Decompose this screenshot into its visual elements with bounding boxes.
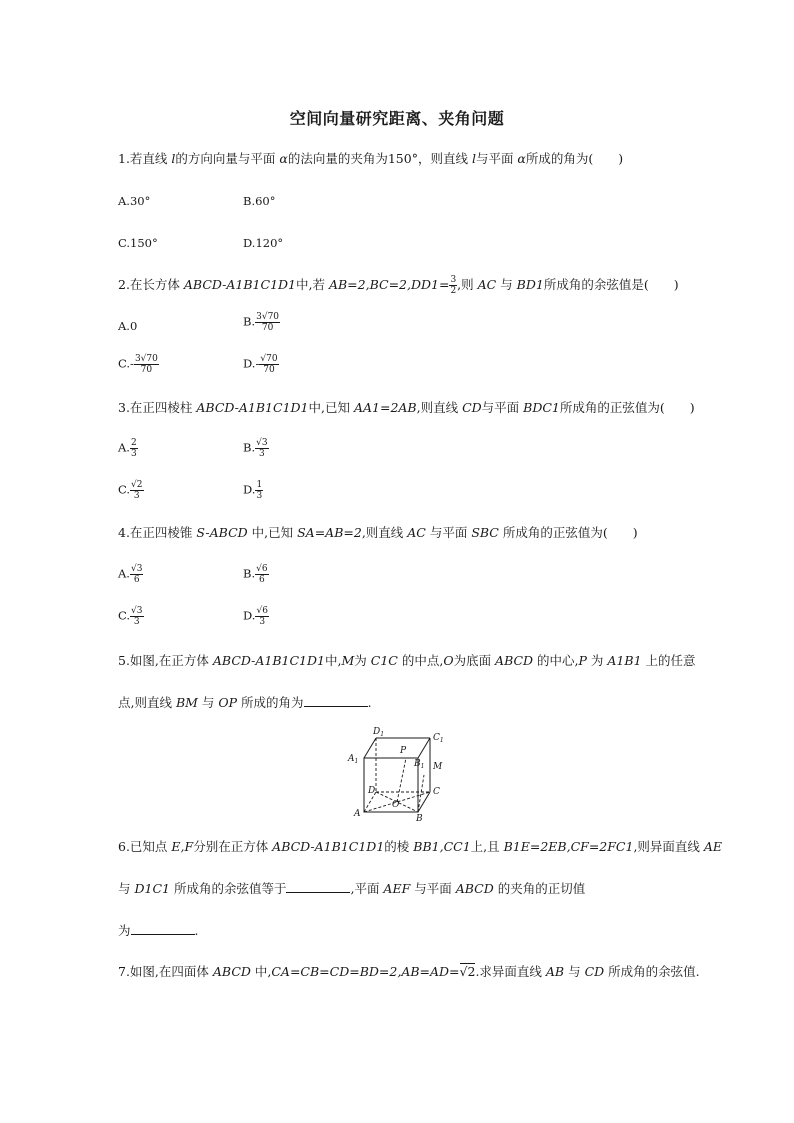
question-6-line-3 bbox=[118, 922, 199, 940]
q4-condition: SA=AB=2 bbox=[297, 525, 362, 540]
q3-c-num: √2 bbox=[131, 480, 143, 490]
q6-points: E,F bbox=[171, 839, 194, 854]
q4-plane: SBC bbox=[471, 525, 499, 540]
q6-text: ,平面 bbox=[350, 881, 384, 896]
q7-sqrt: √2 bbox=[459, 964, 476, 979]
label-b1: $B_1$ bbox=[414, 759, 425, 770]
q5-point-m: M bbox=[341, 653, 355, 668]
q7-text: 7.如图,在四面体 bbox=[118, 964, 213, 979]
q4-text: 所成角的正弦值为( ) bbox=[498, 525, 638, 540]
q6-line-d1c1: D1C1 bbox=[134, 881, 170, 896]
q6-text: 分别在正方体 bbox=[193, 839, 273, 854]
q3-option-a bbox=[118, 438, 138, 459]
q6-text: ,则异面直线 bbox=[633, 839, 704, 854]
q4-c-num: √3 bbox=[131, 606, 143, 616]
q3-text: 与平面 bbox=[481, 400, 524, 415]
q3-option-c bbox=[118, 480, 144, 501]
q4-d-label: D. bbox=[243, 608, 256, 623]
q1-text: 的法向量的夹角为150°，则直线 bbox=[287, 151, 472, 166]
q4-option-b bbox=[243, 564, 269, 585]
q2-text: ,则 bbox=[457, 277, 478, 292]
q4-d-den: 3 bbox=[259, 617, 266, 627]
q4-line-ac: AC bbox=[407, 525, 426, 540]
q5-text: 为 bbox=[354, 653, 371, 668]
q2-d-den: 70 bbox=[263, 365, 275, 375]
q3-a-den: 3 bbox=[130, 449, 137, 459]
q5-solid: ABCD-A1B1C1D1 bbox=[212, 653, 325, 668]
q4-b-num: √6 bbox=[256, 564, 268, 574]
q5-edge-a1b1: A1B1 bbox=[607, 653, 642, 668]
q2-option-c bbox=[118, 354, 159, 375]
q5-text: 点,则直线 bbox=[118, 695, 176, 710]
q4-a-label: A. bbox=[118, 566, 130, 581]
q4-option-c bbox=[118, 606, 144, 627]
q6-plane-abcd: ABCD bbox=[455, 881, 494, 896]
q3-b-num: √3 bbox=[256, 438, 268, 448]
question-6-line-1 bbox=[118, 838, 722, 856]
q2-line-ac: AC bbox=[477, 277, 497, 292]
q4-b-label: B. bbox=[243, 566, 256, 581]
q3-text: 中,已知 bbox=[308, 400, 354, 415]
q3-solid: ABCD-A1B1C1D1 bbox=[196, 400, 309, 415]
q6-condition: B1E=2EB,CF=2FC1 bbox=[503, 839, 634, 854]
q6-text: 上,且 bbox=[470, 839, 504, 854]
q4-a-num: √3 bbox=[130, 564, 143, 574]
q4-text: 中,已知 bbox=[247, 525, 298, 540]
q7-text: 所成角的余弦值. bbox=[604, 964, 700, 979]
q1-text: 1.若直线 bbox=[118, 151, 172, 166]
q2-solid: ABCD-A1B1C1D1 bbox=[183, 277, 297, 292]
answer-blank[interactable] bbox=[304, 694, 368, 707]
q2-option-a: A.0 bbox=[118, 319, 138, 333]
label-o: O bbox=[392, 800, 400, 810]
q2-frac-den: 2 bbox=[450, 286, 457, 296]
q3-a-label: A. bbox=[118, 440, 130, 455]
question-4-stem bbox=[118, 524, 638, 542]
q5-text: 与 bbox=[197, 695, 219, 710]
q1-line-l: l bbox=[171, 151, 176, 166]
cube-figure bbox=[344, 718, 448, 822]
q6-text: 的棱 bbox=[384, 839, 414, 854]
q4-d-num: √6 bbox=[256, 606, 268, 616]
label-a1: $A_1$ bbox=[348, 754, 359, 765]
q7-text: 与 bbox=[564, 964, 585, 979]
q6-text: 与平面 bbox=[410, 881, 456, 896]
q5-text: 所成的角为 bbox=[237, 695, 304, 710]
q4-text: ,则直线 bbox=[361, 525, 408, 540]
q3-plane: BDC1 bbox=[523, 400, 560, 415]
q4-option-d bbox=[243, 606, 269, 627]
q6-text: . bbox=[194, 923, 199, 938]
q5-text: 的中点, bbox=[397, 653, 444, 668]
q2-option-b bbox=[243, 312, 280, 333]
q6-text: 为 bbox=[118, 923, 131, 938]
q2-b-num: 3√70 bbox=[256, 312, 280, 322]
q4-c-label: C. bbox=[118, 608, 131, 623]
q5-text: 5.如图,在正方体 bbox=[118, 653, 213, 668]
q6-edges: BB1,CC1 bbox=[413, 839, 471, 854]
label-d: D bbox=[368, 786, 376, 796]
question-2-stem bbox=[118, 275, 679, 296]
q5-base: ABCD bbox=[495, 653, 534, 668]
q7-solid: ABCD bbox=[212, 964, 251, 979]
label-c1: $C_1$ bbox=[433, 733, 444, 744]
q2-text: 2.在长方体 bbox=[118, 277, 184, 292]
cube-front-face bbox=[364, 758, 418, 812]
q3-a-num: 2 bbox=[130, 438, 137, 448]
q5-text: 的中心, bbox=[533, 653, 579, 668]
q4-option-a bbox=[118, 564, 143, 585]
label-m: M bbox=[433, 762, 443, 772]
q1-plane-alpha: α bbox=[279, 151, 288, 166]
q7-line-cd: CD bbox=[584, 964, 605, 979]
q7-line-ab: AB bbox=[545, 964, 565, 979]
q3-c-label: C. bbox=[118, 482, 131, 497]
q5-text: 上的任意 bbox=[641, 653, 696, 668]
q5-text: 为底面 bbox=[453, 653, 496, 668]
q4-b-den: 6 bbox=[258, 575, 265, 585]
q1-text: 与平面 bbox=[475, 151, 518, 166]
question-3-stem bbox=[118, 399, 695, 417]
q1-option-d: D.120° bbox=[243, 236, 284, 250]
q3-condition: AA1=2AB bbox=[353, 400, 417, 415]
q1-text: 所成的角为( ) bbox=[525, 151, 624, 166]
label-d1: $D_1$ bbox=[373, 727, 385, 738]
q2-b-den: 70 bbox=[261, 323, 274, 333]
label-b: B bbox=[416, 814, 423, 822]
q6-text: 所成角的余弦值等于 bbox=[169, 881, 287, 896]
q7-text: .求异面直线 bbox=[475, 964, 546, 979]
q3-d-den: 3 bbox=[256, 491, 263, 501]
question-5-line-2 bbox=[118, 694, 372, 712]
q2-option-d bbox=[243, 354, 279, 375]
q3-text: 3.在正四棱柱 bbox=[118, 400, 197, 415]
q6-solid: ABCD-A1B1C1D1 bbox=[272, 839, 385, 854]
q6-line-ae: AE bbox=[703, 839, 723, 854]
q2-c-label: C.- bbox=[118, 356, 134, 371]
q2-c-den: 70 bbox=[140, 365, 153, 375]
q2-d-num: √70 bbox=[260, 354, 278, 364]
q4-a-den: 6 bbox=[133, 575, 140, 585]
answer-blank[interactable] bbox=[131, 922, 195, 935]
q2-text: 与 bbox=[496, 277, 517, 292]
edge-b1c1 bbox=[418, 738, 430, 758]
label-c: C bbox=[433, 787, 440, 797]
q1-option-b: B.60° bbox=[243, 194, 276, 208]
answer-blank[interactable] bbox=[286, 880, 350, 893]
q6-text: 与 bbox=[118, 881, 135, 896]
q7-text: 中, bbox=[250, 964, 272, 979]
q5-line-op: OP bbox=[218, 695, 238, 710]
q5-text: . bbox=[367, 695, 372, 710]
q2-d-label: D.- bbox=[243, 356, 260, 371]
q2-frac-num: 3 bbox=[450, 275, 457, 285]
label-p: P bbox=[400, 746, 407, 756]
q6-text: 的夹角的正切值 bbox=[493, 881, 586, 896]
q4-text: 与平面 bbox=[425, 525, 472, 540]
q3-b-den: 3 bbox=[258, 449, 265, 459]
q1-text: 的方向向量与平面 bbox=[175, 151, 280, 166]
question-7-stem bbox=[118, 963, 700, 981]
question-6-line-2 bbox=[118, 880, 585, 898]
q5-point-p: P bbox=[578, 653, 587, 668]
q3-option-d bbox=[243, 480, 263, 501]
q2-line-bd1: BD1 bbox=[516, 277, 544, 292]
q4-c-den: 3 bbox=[133, 617, 140, 627]
q3-text: ,则直线 bbox=[416, 400, 463, 415]
q3-d-label: D. bbox=[243, 482, 256, 497]
q5-edge-c1c: C1C bbox=[370, 653, 398, 668]
q4-text: 4.在正四棱锥 bbox=[118, 525, 197, 540]
q5-point-o: O bbox=[443, 653, 454, 668]
q6-text: 6.已知点 bbox=[118, 839, 172, 854]
cube-labels bbox=[347, 727, 444, 822]
q7-condition: CA=CB=CD=BD=2,AB=AD= bbox=[271, 964, 460, 979]
page-title: 空间向量研究距离、夹角问题 bbox=[289, 109, 505, 128]
q3-option-b bbox=[243, 438, 269, 459]
q1-option-a: A.30° bbox=[118, 194, 151, 208]
q6-plane-aef: AEF bbox=[383, 881, 411, 896]
q3-line-cd: CD bbox=[462, 400, 482, 415]
q5-text: 为 bbox=[586, 653, 608, 668]
q2-c-num: 3√70 bbox=[134, 354, 158, 364]
q2-b-label: B. bbox=[243, 314, 256, 329]
question-5-line-1 bbox=[118, 652, 696, 670]
q3-text: 所成角的正弦值为( ) bbox=[559, 400, 695, 415]
q3-b-label: B. bbox=[243, 440, 256, 455]
edge-a1d1 bbox=[364, 738, 376, 758]
q5-line-bm: BM bbox=[175, 695, 198, 710]
q3-c-den: 3 bbox=[133, 491, 140, 501]
q5-text: 中, bbox=[324, 653, 342, 668]
q1-option-c: C.150° bbox=[118, 236, 158, 250]
q1-line-l: l bbox=[471, 151, 476, 166]
q4-solid: S-ABCD bbox=[196, 525, 248, 540]
q3-d-num: 1 bbox=[256, 480, 263, 490]
q2-condition: AB=2,BC=2,DD1= bbox=[328, 277, 450, 292]
q1-plane-alpha: α bbox=[517, 151, 526, 166]
segment-op bbox=[397, 758, 406, 802]
q2-fraction bbox=[449, 275, 457, 296]
q2-text: 中,若 bbox=[296, 277, 329, 292]
label-a: A bbox=[354, 809, 361, 819]
question-1-stem bbox=[118, 150, 623, 168]
q2-text: 所成角的余弦值是( ) bbox=[543, 277, 679, 292]
